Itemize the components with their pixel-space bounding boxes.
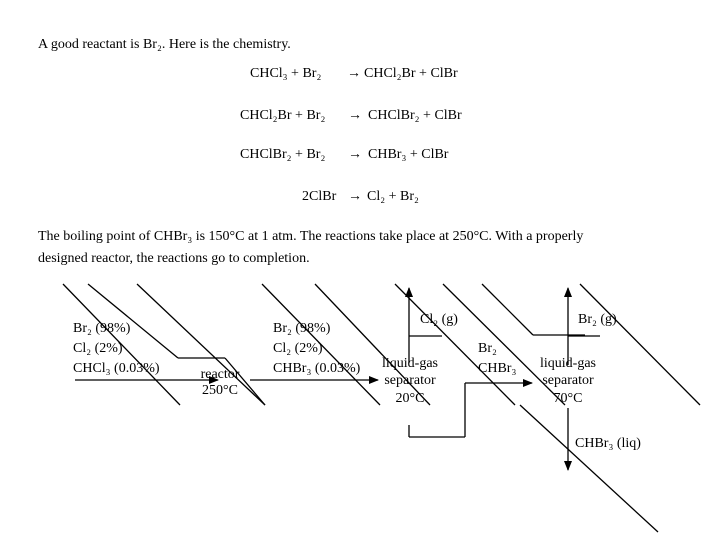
separator1-label: liquid-gas (382, 356, 438, 371)
eq4-rhs: Cl₂ + Br₂ (367, 189, 419, 204)
eq2-rhs: CHClBr₂ + ClBr (368, 108, 462, 123)
diagonal-line (520, 405, 658, 532)
eq3-lhs: CHClBr₂ + Br₂ (240, 147, 326, 162)
separator2-temp: 70°C (553, 391, 583, 406)
feed-label-chcl3: CHCl₃ (0.03%) (73, 361, 160, 376)
chbr3-liquid-label: CHBr₃ (liq) (575, 436, 641, 451)
paragraph-line-2: designed reactor, the reactions go to completion. (38, 251, 310, 266)
outlet-label-chbr3: CHBr₃ (0.03%) (273, 361, 361, 376)
intro-text: A good reactant is Br₂. Here is the chemistry. (38, 37, 291, 52)
eq2-lhs: CHCl₂Br + Br₂ (240, 108, 326, 123)
separator1-label-2: separator (384, 373, 436, 388)
eq3-rhs: CHBr₃ + ClBr (368, 147, 449, 162)
eq1-lhs: CHCl₃ + Br₂ (250, 66, 322, 81)
diagonal-line (482, 284, 533, 335)
eq4-lhs: 2ClBr (302, 189, 337, 204)
feed-label-br2: Br₂ (98%) (73, 321, 131, 336)
diagonal-line (580, 284, 700, 405)
diagonal-line (137, 284, 265, 405)
outlet-label-cl2: Cl₂ (2%) (273, 341, 323, 356)
cl2-gas-label: Cl₂ (g) (420, 312, 458, 327)
recycle-label-br2: Br₂ (478, 341, 497, 356)
eq4-arrow: → (348, 189, 362, 204)
eq3-arrow: → (348, 147, 362, 162)
recycle-label-chbr3: CHBr₃ (478, 361, 517, 376)
feed-label-cl2: Cl₂ (2%) (73, 341, 123, 356)
eq1-rhs: CHCl₂Br + ClBr (364, 66, 458, 81)
paragraph-line-1: The boiling point of CHBr₃ is 150°C at 1 atm. The reactions take place at 250°C. With a properly (38, 229, 584, 244)
eq2-arrow: → (348, 108, 362, 123)
outlet-label-br2: Br₂ (98%) (273, 321, 331, 336)
eq1-arrow: → (347, 66, 361, 81)
reactor-temp: 250°C (202, 383, 238, 398)
separator2-label: liquid-gas (540, 356, 596, 371)
separator2-label-2: separator (542, 373, 594, 388)
reactor-label: reactor (200, 367, 240, 382)
br2-gas-label: Br₂ (g) (578, 312, 617, 327)
separator1-temp: 20°C (395, 391, 425, 406)
